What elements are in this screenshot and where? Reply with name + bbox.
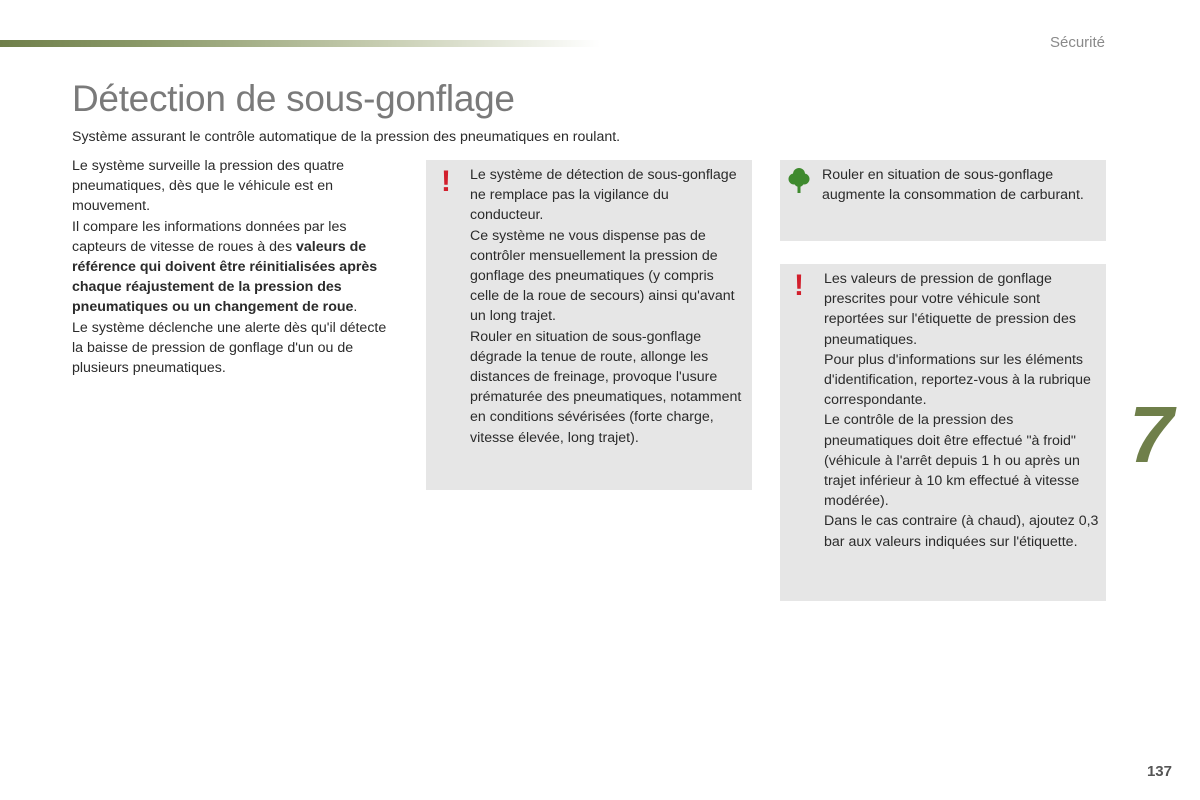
paragraph: Dans le cas contraire (à chaud), ajoutez 0,3 bar aux valeurs indiquées sur l'étiquette. bbox=[824, 513, 1099, 550]
page-title: Détection de sous-gonflage bbox=[72, 78, 515, 119]
exclamation-icon: ! bbox=[441, 165, 451, 198]
text: . bbox=[353, 299, 358, 316]
exclamation-icon: ! bbox=[794, 269, 804, 302]
text: Il compare les informations données par les capteurs de vitesse de roues à des bbox=[72, 218, 347, 255]
emphasis: valeurs de référence qui doivent être réinitialisées après chaque réajustement de la pression des pneumatiques ou un changement de roue bbox=[72, 238, 378, 316]
header-accent-bar bbox=[0, 40, 600, 47]
paragraph: Le système surveille la pression des quatre pneumatiques, dès que le véhicule est en mouvement. bbox=[72, 158, 345, 215]
paragraph: Rouler en situation de sous-gonflage dégrade la tenue de route, allonge les distances de freinage, provoque l'usure prématurée des pneumatiques, notamment en conditions sévérisées (forte charge, vitesse élevée, long trajet). bbox=[470, 328, 742, 446]
paragraph bbox=[72, 217, 397, 318]
paragraph: Pour plus d'informations sur les éléments d'identification, reportez-vous à la rubrique correspondante. bbox=[824, 351, 1091, 409]
tree-icon bbox=[788, 167, 810, 195]
warning-text bbox=[824, 269, 1102, 552]
intro-text: Système assurant le contrôle automatique de la pression des pneumatiques en roulant. bbox=[72, 129, 621, 145]
paragraph: Les valeurs de pression de gonflage prescrites pour votre véhicule sont reportées sur l'étiquette de pression des pneumatiques. bbox=[824, 271, 1076, 348]
warning-text bbox=[470, 165, 746, 448]
chapter-number: 7 bbox=[1129, 390, 1174, 479]
page-number: 137 bbox=[1146, 763, 1172, 780]
paragraph: Le contrôle de la pression des pneumatiques doit être effectué "à froid" (véhicule à l'arrêt depuis 1 h ou après un trajet inférieur à 10 km effectué à vitesse modérée). bbox=[824, 412, 1080, 510]
warning-box bbox=[426, 160, 752, 490]
paragraph: Le système déclenche une alerte dès qu'il détecte la baisse de pression de gonflage d'un ou de plusieurs pneumatiques. bbox=[72, 319, 387, 377]
warning-box bbox=[780, 264, 1106, 601]
main-text-column bbox=[72, 156, 397, 378]
section-label: Sécurité bbox=[1049, 34, 1105, 51]
paragraph: Le système de détection de sous-gonflage ne remplace pas la vigilance du conducteur. bbox=[470, 167, 737, 224]
eco-text: Rouler en situation de sous-gonflage augmente la consommation de carburant. bbox=[822, 167, 1084, 204]
eco-box bbox=[780, 160, 1106, 241]
paragraph: Ce système ne vous dispense pas de contrôler mensuellement la pression de gonflage des pneumatiques (y compris celle de la roue de secours) ainsi qu'avant un long trajet. bbox=[470, 227, 735, 325]
